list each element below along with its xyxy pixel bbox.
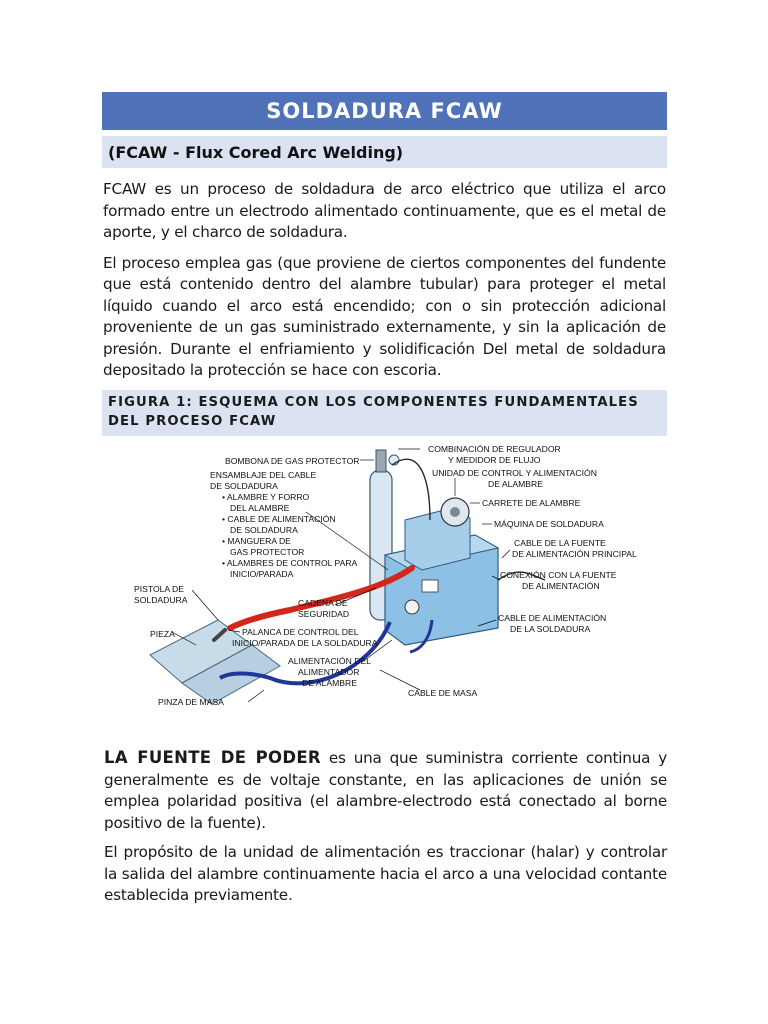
- document-page: [102, 92, 667, 436]
- gas-hose: [392, 459, 430, 520]
- label-unidad-2: DE ALAMBRE: [488, 479, 543, 489]
- label-manguera-1: • MANGUERA DE: [222, 536, 291, 546]
- label-ensamblaje-1: ENSAMBLAJE DEL CABLE: [210, 470, 317, 480]
- page-subtitle: (FCAW - Flux Cored Arc Welding): [102, 136, 667, 168]
- label-pieza: PIEZA: [150, 629, 175, 639]
- label-palanca-2: INICIO/PARADA DE LA SOLDADURA: [232, 638, 378, 648]
- label-pinza: PINZA DE MASA: [158, 697, 224, 707]
- label-palanca-1: PALANCA DE CONTROL DEL: [242, 627, 359, 637]
- label-manguera-2: GAS PROTECTOR: [230, 547, 305, 557]
- label-ensamblaje-2: DE SOLDADURA: [210, 481, 278, 491]
- label-alimentacion-2: ALIMENTADOR: [298, 667, 360, 677]
- gas-regulator: [376, 450, 386, 472]
- label-alambres-ctrl-1: • ALAMBRES DE CONTROL PARA: [222, 558, 358, 568]
- label-cable-alim-1: • CABLE DE ALIMENTACIÓN: [222, 514, 336, 524]
- label-alambres-ctrl-2: INICIO/PARADA: [230, 569, 294, 579]
- label-pistola-2: SOLDADURA: [134, 595, 188, 605]
- label-regulador-1: COMBINACIÓN DE REGULADOR: [428, 444, 561, 454]
- label-cadena-1: CADENA DE: [298, 598, 348, 608]
- label-conexion-2: DE ALIMENTACIÓN: [522, 581, 600, 591]
- figure-caption: [102, 390, 667, 436]
- fuente-de-poder-heading: LA FUENTE DE PODER: [104, 748, 321, 767]
- paragraph-alimentacion: El propósito de la unidad de alimentación es traccionar (halar) y controlar la salida del alambre continuamente hacia el arco a una velocidad contante establecida previamente.: [104, 843, 667, 904]
- label-maquina: MÁQUINA DE SOLDADURA: [494, 519, 604, 529]
- label-cable-alim-2: DE SOLDADURA: [230, 525, 298, 535]
- label-carrete: CARRETE DE ALAMBRE: [482, 498, 581, 508]
- label-alimentacion-1: ALIMENTACIÓN DEL: [288, 656, 371, 666]
- figure-caption-line1: FIGURA 1: ESQUEMA CON LOS COMPONENTES FUNDAMENTALES: [108, 394, 639, 410]
- machine-meter: [422, 580, 438, 592]
- label-bombona: BOMBONA DE GAS PROTECTOR: [225, 456, 360, 466]
- label-cable-masa: CABLE DE MASA: [408, 688, 478, 698]
- fcaw-diagram-svg: [130, 440, 650, 720]
- fcaw-diagram: [130, 440, 650, 720]
- label-unidad-1: UNIDAD DE CONTROL Y ALIMENTACIÓN: [432, 468, 597, 478]
- label-cable-sold-1: CABLE DE ALIMENTACIÓN: [498, 613, 607, 623]
- label-alambre-1: • ALAMBRE Y FORRO: [222, 492, 310, 502]
- label-alambre-2: DEL ALAMBRE: [230, 503, 290, 513]
- label-pistola-1: PISTOLA DE: [134, 584, 184, 594]
- fuente-de-poder-text: es una que suministra corriente continua y generalmente es de voltaje constante, en las aplicaciones de unión se emplea polaridad positiva (el alambre-electrodo está conectado al borne positivo de la fuente).: [104, 749, 667, 832]
- paragraph-intro: FCAW es un proceso de soldadura de arco eléctrico que utiliza el arco formado entre un electrodo alimentado continuamente, que es el metal de aporte, y el charco de soldadura.: [103, 180, 666, 241]
- label-alimentacion-3: DE ALAMBRE: [302, 678, 357, 688]
- figure-caption-line2: DEL PROCESO FCAW: [108, 413, 277, 429]
- label-conexion-1: CONEXIÓN CON LA FUENTE: [500, 570, 617, 580]
- paragraph-process: El proceso emplea gas (que proviene de ciertos componentes del fundente que está contenido dentro del alambre tubular) para proteger el metal líquido cuando el arco está encendido; con o sin protección adicional proveniente de un gas suministrado externamente, y sin la aplicación de presión. Durante el enfriamiento y solidificación Del metal de soldadura depositado la protección se hace con escoria.: [103, 253, 666, 379]
- label-cable-sold-2: DE LA SOLDADURA: [510, 624, 591, 634]
- label-regulador-2: Y MEDIDOR DE FLUJO: [448, 455, 541, 465]
- label-cadena-2: SEGURIDAD: [298, 609, 350, 619]
- page-title: SOLDADURA FCAW: [102, 92, 667, 130]
- label-fuente-1: CABLE DE LA FUENTE: [514, 538, 606, 548]
- label-fuente-2: DE ALIMENTACIÓN PRINCIPAL: [512, 549, 637, 559]
- paragraph-fuente-de-poder: [103, 747, 668, 834]
- machine-dial: [405, 600, 419, 614]
- wire-spool-hub: [450, 507, 460, 517]
